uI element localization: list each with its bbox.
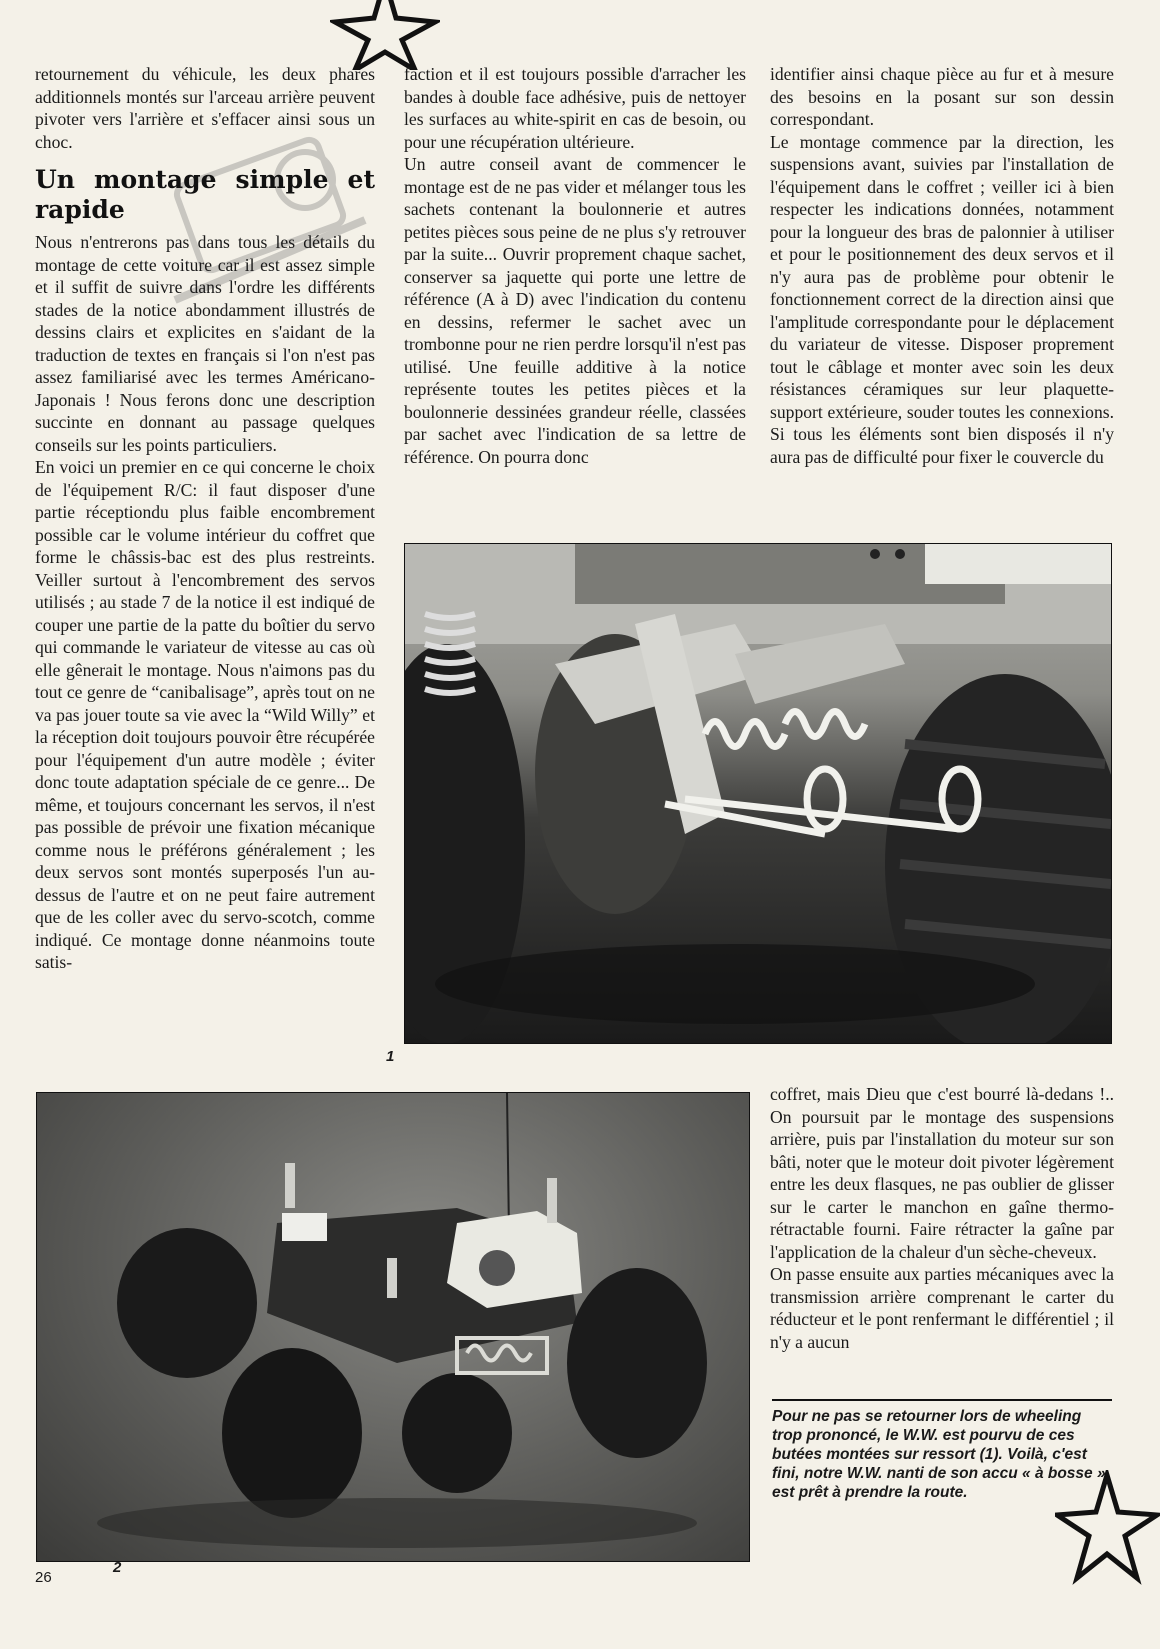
paragraph: En voici un premier en ce qui concerne le choix de l'équipement R/C: il faut disposer d'une partie réceptiondu plus faible encombrement possible car le volume intérieur du coffret que forme le châssis-bac est des plus restreints. Veiller surtout à l'encombrement des servos utilisés ; au stade 7 de la notice il est indiqué de couper une partie de la patte du boîtier du servo qui commande le variateur de vitesse au cas où elle gênerait le montage. Nous n'aimons pas du tout ce genre de “canibalisage”, après tout on ne va pas jouer toute sa vie avec la “Wild Willy” et la réception doit toujours pouvoir être récupérée pour l'équipement d'un autre modèle ; éviter donc toute adaptation spéciale de ce genre... De même, et toujours concernant les servos, il n'est pas possible de prévoir une fixation mécanique comme nous le préférons généralement ; les deux servos sont montés superposés l'un au-dessus de l'autre et on ne peut faire autrement que de les coller avec du servo-scotch, comme indiqué. Ce montage donne néanmoins toute satis-: [35, 457, 375, 972]
column-4: [770, 1083, 1114, 1353]
photo-caption: Pour ne pas se retourner lors de wheeling trop prononcé, le W.W. est pourvu de ces butées montées sur ressort (1). Voilà, c'est fini, notre W.W. nanti de son accu « à bosse » est prêt à prendre la route.: [772, 1399, 1112, 1502]
column-3: [770, 63, 1114, 468]
paragraph: identifier ainsi chaque pièce au fur et à mesure des besoins en la posant sur son dessin correspondant.: [770, 64, 1114, 129]
paragraph: On passe ensuite aux parties mécaniques avec la transmission arrière comprenant le carter du réducteur et le pont renfermant le différentiel ; il n'y a aucun: [770, 1264, 1114, 1352]
section-heading: Un montage simple et rapide: [35, 165, 375, 224]
photo-car-overview: [36, 1092, 750, 1562]
paragraph: faction et il est toujours possible d'arracher les bandes à double face adhésive, puis de nettoyer les surfaces au white-spirit en cas de besoin, ou pour une récupération ultérieure.: [404, 64, 746, 152]
page-number: 26: [35, 1569, 52, 1586]
intro-paragraph: retournement du véhicule, les deux phares additionnels montés sur l'arceau arrière peuvent pivoter vers l'arrière et s'effacer ainsi sous un choc.: [35, 64, 375, 152]
paragraph: Nous n'entrerons pas dans tous les détails du montage de cette voiture car il est assez simple et il suffit de suivre dans l'ordre les différents stades de la notice abondamment illustrés de dessins clairs et explicites en s'aidant de la traduction de textes en français si l'on n'est pas assez familiarisé avec les termes Américano-Japonais ! Nous ferons donc une description succinte en donnant au passage quelques conseils sur les points particuliers.: [35, 232, 375, 455]
column-1: [35, 63, 375, 974]
paragraph: Un autre conseil avant de commencer le montage est de ne pas vider et mélanger tous les sachets contenant la boulonnerie et autres petites pièces sous peine de ne plus s'y retrouver par la suite... Ouvrir proprement chaque sachet, conserver sa jaquette qui porte une lettre de référence (A à D) avec l'indication du contenu en dessins, refermer le sachet avec un trombonne pour ne rien perdre lorsqu'il n'est pas utilisé. Une feuille additive à la notice représente toutes les petites pièces et la boulonnerie dessinées grandeur réelle, classées par sachet avec l'indication de sa lettre de référence. On pourra donc: [404, 154, 746, 467]
photo-2-illustration: [37, 1093, 749, 1561]
figure-2-number: 2: [113, 1559, 122, 1576]
column-2: [404, 63, 746, 468]
photo-suspension-closeup: [404, 543, 1112, 1044]
paragraph: coffret, mais Dieu que c'est bourré là-dedans !.. On poursuit par le montage des suspensions arrière, puis par l'installation du moteur sur son bâti, noter que le moteur doit pivoter légèrement entre les deux flasques, ne pas oublier de glisser sur le carter le manchon en gaîne thermo-rétractable fourni. Faire rétracter la gaîne par l'application de la chaleur d'un sèche-cheveux.: [770, 1084, 1114, 1262]
star-decoration-top: [330, 0, 440, 70]
photo-1-illustration: [405, 544, 1111, 1043]
paragraph: Le montage commence par la direction, les suspensions avant, suivies par l'installation de l'équipement dans le coffret ; veiller ici à bien respecter les indications données, notamment pour la longueur des bras de palonnier à utiliser et pour le positionnement des deux servos et il n'y aura pas de problème pour obtenir le fonctionnement correct de la direction ainsi que l'amplitude correspondante pour le déplacement du variateur de vitesse. Disposer proprement tout le câblage et monter avec soin les deux résistances céramiques sur leur plaquette-support extérieure, souder toutes les connexions. Si tous les éléments sont bien disposés il n'y aura pas de difficulté pour fixer le couvercle du: [770, 131, 1114, 467]
figure-1-number: 1: [386, 1048, 395, 1065]
